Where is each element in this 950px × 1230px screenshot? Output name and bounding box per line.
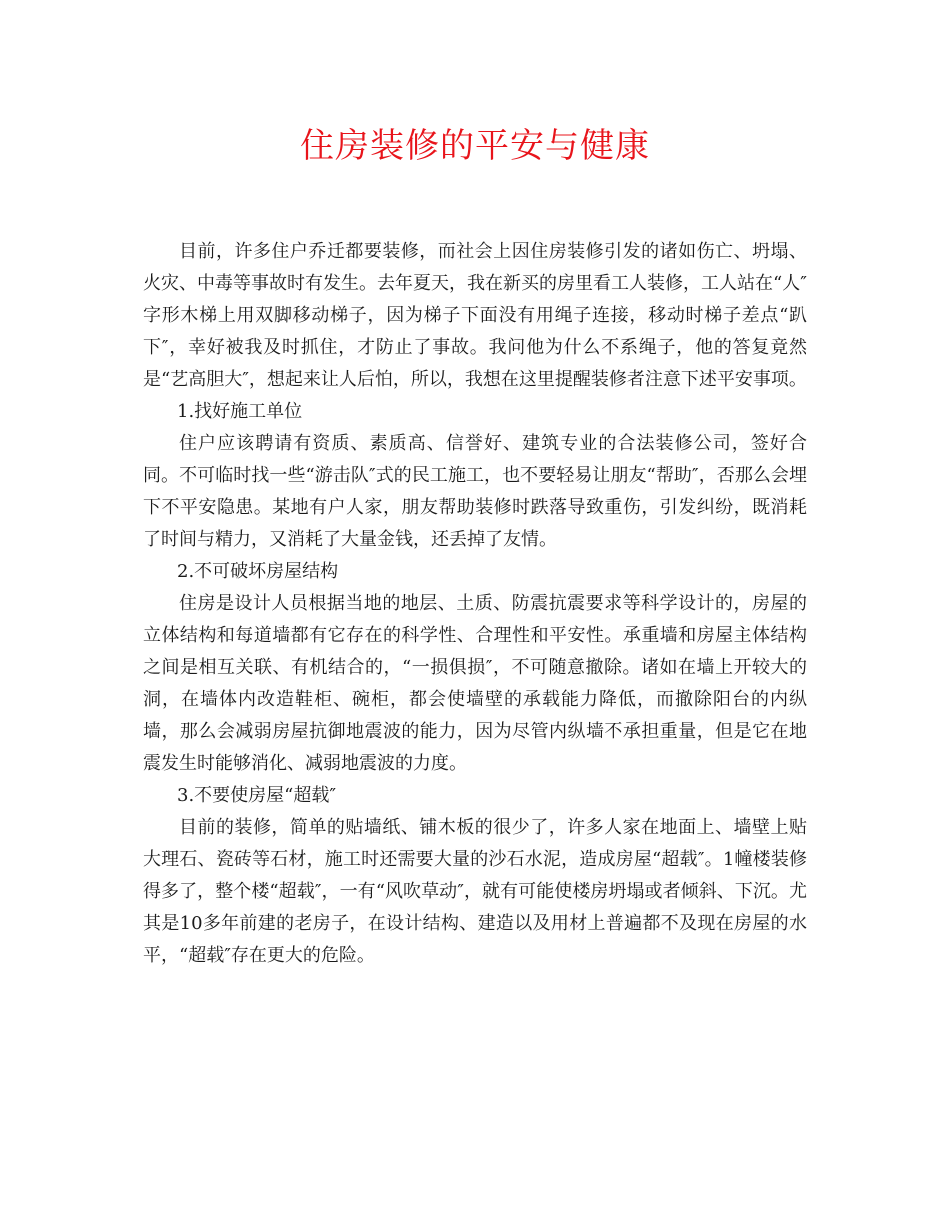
document-body [143, 236, 807, 972]
document-title: 住房装修的平安与健康 [300, 126, 650, 166]
paragraph-section-1: 住户应该聘请有资质、素质高、信誉好、建筑专业的合法装修公司，签好合同。不可临时找一些“游击队″式的民工施工，也不要轻易让朋友“帮助″，否那么会埋下不平安隐患。某地有户人家，朋友帮助装修时跌落导致重伤，引发纠纷，既消耗了时间与精力，又消耗了大量金钱，还丢掉了友情。 [143, 433, 807, 550]
paragraph-section-3: 目前的装修，简单的贴墙纸、铺木板的很少了，许多人家在地面上、墙壁上贴大理石、瓷砖等石材，施工时还需要大量的沙石水泥，造成房屋“超载″。1幢楼装修得多了，整个楼“超载″，一有“风吹草动″，就有可能使楼房坍塌或者倾斜、下沉。尤其是10多年前建的老房子，在设计结构、建造以及用材上普遍都不及现在房屋的水平，“超载″存在更大的危险。 [143, 817, 807, 966]
paragraph-section-2: 住房是设计人员根据当地的地层、土质、防震抗震要求等科学设计的，房屋的立体结构和每道墙都有它存在的科学性、合理性和平安性。承重墙和房屋主体结构之间是相互关联、有机结合的，“一损俱损″，不可随意撤除。诸如在墙上开较大的洞，在墙体内改造鞋柜、碗柜，都会使墙壁的承载能力降低，而撤除阳台的内纵墙，那么会减弱房屋抗御地震波的能力，因为尽管内纵墙不承担重量，但是它在地震发生时能够消化、减弱地震波的力度。 [143, 593, 807, 774]
section-heading-1: 1.找好施工单位 [177, 401, 303, 422]
section-heading-3: 3.不要使房屋“超载″ [177, 785, 337, 806]
paragraph-intro: 目前，许多住户乔迁都要装修，而社会上因住房装修引发的诸如伤亡、坍塌、火灾、中毒等事故时有发生。去年夏天，我在新买的房里看工人装修，工人站在“人″字形木梯上用双脚移动梯子，因为梯子下面没有用绳子连接，移动时梯子差点“趴下″，幸好被我及时抓住，才防止了事故。我问他为什么不系绳子，他的答复竟然是“艺高胆大″，想起来让人后怕，所以，我想在这里提醒装修者注意下述平安事项。 [143, 241, 807, 390]
section-heading-2: 2.不可破坏房屋结构 [177, 561, 339, 582]
